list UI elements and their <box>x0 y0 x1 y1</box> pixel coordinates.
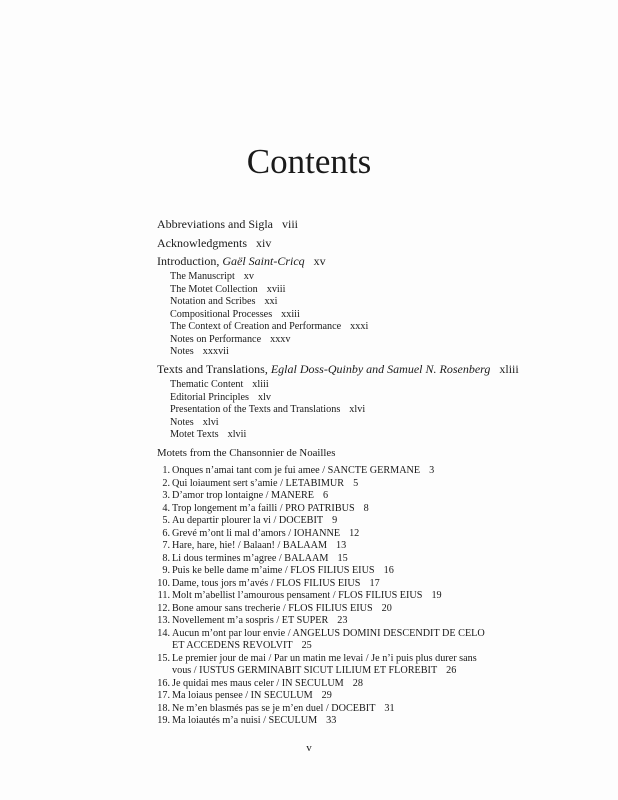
toc-subentry[interactable] <box>170 309 300 321</box>
toc-entry-author: Gaël Saint-Cricq <box>222 254 305 268</box>
toc-page-number: xxxv <box>270 333 291 345</box>
toc-entry-label: Notes <box>170 346 194 357</box>
motet-title: Hare, hare, hie! / Balaan! / BALAAM <box>172 540 328 551</box>
toc-page-number: xxi <box>264 296 278 307</box>
toc-entry-texts-and-translations[interactable] <box>157 362 519 376</box>
toc-entry-label: Introduction, <box>157 254 220 268</box>
toc-subentry[interactable] <box>170 429 246 441</box>
motet-title: Ma loiautés m’a nuisi / SECULUM <box>172 715 318 726</box>
toc-page-number: 5 <box>353 477 359 489</box>
toc-entry-author: Eglal Doss-Quinby and Samuel N. Rosenberg <box>270 362 491 376</box>
toc-page-number: xlvi <box>202 416 219 428</box>
toc-entry-label: Presentation of the Texts and Translations <box>170 404 341 415</box>
toc-page-number: 6 <box>323 490 329 501</box>
motet-title: Le premier jour de mai / Par un matin me levai / Je n’i puis plus durer sans <box>172 652 477 664</box>
motet-entry[interactable] <box>157 715 337 727</box>
toc-page-number: 3 <box>429 465 435 476</box>
toc-entry-introduction[interactable] <box>157 254 326 268</box>
toc-page-number: xxxvii <box>202 346 229 357</box>
motet-entry[interactable] <box>157 577 380 590</box>
toc-entry-label: Motet Texts <box>170 429 219 440</box>
motet-number: 8. <box>162 552 170 564</box>
toc-entry-label: Notation and Scribes <box>170 296 256 307</box>
motet-number: 10. <box>157 577 170 589</box>
motet-number: 17. <box>157 690 170 701</box>
toc-entry-label: Compositional Processes <box>170 308 273 320</box>
toc-page-number: xviii <box>266 283 286 295</box>
motet-number: 12. <box>157 602 170 614</box>
toc-page-number: 19 <box>431 590 442 601</box>
toc-subentry[interactable] <box>170 417 219 429</box>
toc-page-number: 15 <box>337 552 348 564</box>
motet-entry[interactable] <box>157 702 395 715</box>
toc-page-number: xliii <box>499 362 519 376</box>
motet-entry[interactable] <box>157 690 332 702</box>
toc-page-number: 28 <box>352 677 363 689</box>
motet-title: Aucun m’ont par lour envie / ANGELUS DOMINI DESCENDIT DE CELO <box>172 627 485 639</box>
motet-number: 14. <box>157 627 170 639</box>
motet-title: Ne m’en blasmés pas se je m’en duel / DOCEBIT <box>172 702 376 714</box>
toc-page-number: xiv <box>255 236 272 250</box>
motet-entry[interactable] <box>157 602 392 615</box>
motet-entry[interactable] <box>162 465 435 477</box>
toc-page-number: 25 <box>301 640 312 651</box>
toc-page-number: 33 <box>326 715 337 726</box>
toc-page-number: xxxi <box>350 321 369 332</box>
toc-page-number: xxiii <box>281 308 300 320</box>
toc-entry-label: The Context of Creation and Performance <box>170 321 342 332</box>
toc-page-number: xlvii <box>227 429 247 440</box>
motet-entry[interactable] <box>162 515 338 527</box>
motet-entry[interactable] <box>162 540 347 552</box>
toc-page-number: 17 <box>369 577 380 589</box>
motet-number: 11. <box>157 590 170 601</box>
toc-entry-label: Notes <box>170 416 194 428</box>
toc-subentry[interactable] <box>170 271 254 283</box>
toc-subentry[interactable] <box>170 321 368 333</box>
toc-page-number: xv <box>243 271 254 282</box>
toc-page-number: xliii <box>252 379 269 390</box>
motet-number: 4. <box>162 502 170 514</box>
motet-title: Dame, tous jors m’avés / FLOS FILIUS EIUS <box>172 577 361 589</box>
motet-title: Novellement m’a sospris / ET SUPER <box>172 615 329 626</box>
toc-entry-label: Abbreviations and Sigla <box>157 217 273 231</box>
toc-entry-label: Acknowledgments <box>157 236 247 250</box>
motet-title: D’amor trop lontaigne / MANERE <box>172 490 315 501</box>
motet-title-continuation: vous / IUSTUS GERMINABIT SICUT LILIUM ET FLOREBIT <box>172 665 438 676</box>
toc-page-number: 13 <box>336 540 347 551</box>
toc-subentry[interactable] <box>170 379 269 391</box>
motet-entry[interactable] <box>162 565 394 577</box>
toc-page-number: 12 <box>349 527 360 539</box>
toc-entry-acknowledgments[interactable] <box>157 236 271 250</box>
toc-page-number: 8 <box>363 502 369 514</box>
motet-title: Onques n’amai tant com je fui amee / SANCTE GERMANE <box>172 465 421 476</box>
motet-entry[interactable] <box>162 527 360 540</box>
toc-page-number: 20 <box>381 602 392 614</box>
motet-number: 15. <box>157 652 170 664</box>
motet-number: 6. <box>162 527 170 539</box>
toc-entry-label: Thematic Content <box>170 379 244 390</box>
motet-title: Qui loiaument sert s’amie / LETABIMUR <box>172 477 345 489</box>
toc-subentry[interactable] <box>170 334 290 346</box>
motet-entry[interactable] <box>162 490 329 502</box>
motet-entry[interactable] <box>162 552 348 565</box>
motet-number: 7. <box>162 540 170 551</box>
toc-entry-label: Notes on Performance <box>170 333 262 345</box>
motet-number: 3. <box>162 490 170 501</box>
toc-page-number: xlvi <box>349 404 366 415</box>
toc-page-number: 9 <box>332 515 338 526</box>
motet-title: Puis ke belle dame m’aime / FLOS FILIUS EIUS <box>172 565 375 576</box>
motet-entry-continuation[interactable] <box>172 640 312 652</box>
motet-entry[interactable] <box>157 590 442 602</box>
toc-page-number: 16 <box>383 565 394 576</box>
toc-page-number: xlv <box>257 391 271 403</box>
toc-page-number: xv <box>313 254 326 268</box>
toc-subentry[interactable] <box>170 404 365 416</box>
motet-title: Molt m’abellist l’amourous pensament / FLOS FILIUS EIUS <box>172 590 423 601</box>
toc-subentry[interactable] <box>170 284 285 296</box>
toc-page-number: viii <box>281 217 298 231</box>
motet-number: 9. <box>162 565 170 576</box>
toc-page-number: 26 <box>446 665 457 676</box>
motet-entry-continuation[interactable] <box>172 665 456 677</box>
motet-entry[interactable] <box>157 627 485 640</box>
toc-page-number: 29 <box>321 690 332 701</box>
toc-entry-label: The Motet Collection <box>170 283 258 295</box>
motets-section-heading: Motets from the Chansonnier de Noailles <box>157 447 336 459</box>
motet-title-continuation: ET ACCEDENS REVOLVIT <box>172 640 293 651</box>
motet-title: Au departir plourer la vi / DOCEBIT <box>172 515 324 526</box>
motet-number: 18. <box>157 702 170 714</box>
motet-number: 13. <box>157 615 170 626</box>
motet-entry[interactable] <box>157 677 363 690</box>
motet-title: Bone amour sans trecherie / FLOS FILIUS EIUS <box>172 602 373 614</box>
motet-title: Ma loiaus pensee / IN SECULUM <box>172 690 313 701</box>
motet-title: Grevé m’ont li mal d’amors / IOHANNE <box>172 527 341 539</box>
motet-entry[interactable] <box>162 477 359 490</box>
toc-page-number: 23 <box>337 615 348 626</box>
motet-entry[interactable] <box>157 652 477 665</box>
motet-title: Je quidai mes maus celer / IN SECULUM <box>172 677 344 689</box>
toc-subentry[interactable] <box>170 392 271 404</box>
toc-entry-label: Editorial Principles <box>170 391 249 403</box>
toc-entry-label: Texts and Translations, <box>157 362 268 376</box>
motet-number: 2. <box>162 477 170 489</box>
motet-entry[interactable] <box>162 502 369 515</box>
motet-entry[interactable] <box>157 615 348 627</box>
motet-number: 16. <box>157 677 170 689</box>
motet-number: 1. <box>162 465 170 476</box>
page-title: Contents <box>246 142 372 181</box>
toc-page-number: 31 <box>384 702 395 714</box>
motet-title: Li dous termines m’agree / BALAAM <box>172 552 329 564</box>
toc-entry-abbreviations[interactable] <box>157 217 298 231</box>
motet-title: Trop longement m’a failli / PRO PATRIBUS <box>172 502 355 514</box>
toc-subentry[interactable] <box>170 346 229 358</box>
motet-number: 5. <box>162 515 170 526</box>
toc-entry-label: The Manuscript <box>170 271 235 282</box>
motet-number: 19. <box>157 715 170 726</box>
toc-subentry[interactable] <box>170 296 277 308</box>
page-folio: v <box>306 742 312 754</box>
